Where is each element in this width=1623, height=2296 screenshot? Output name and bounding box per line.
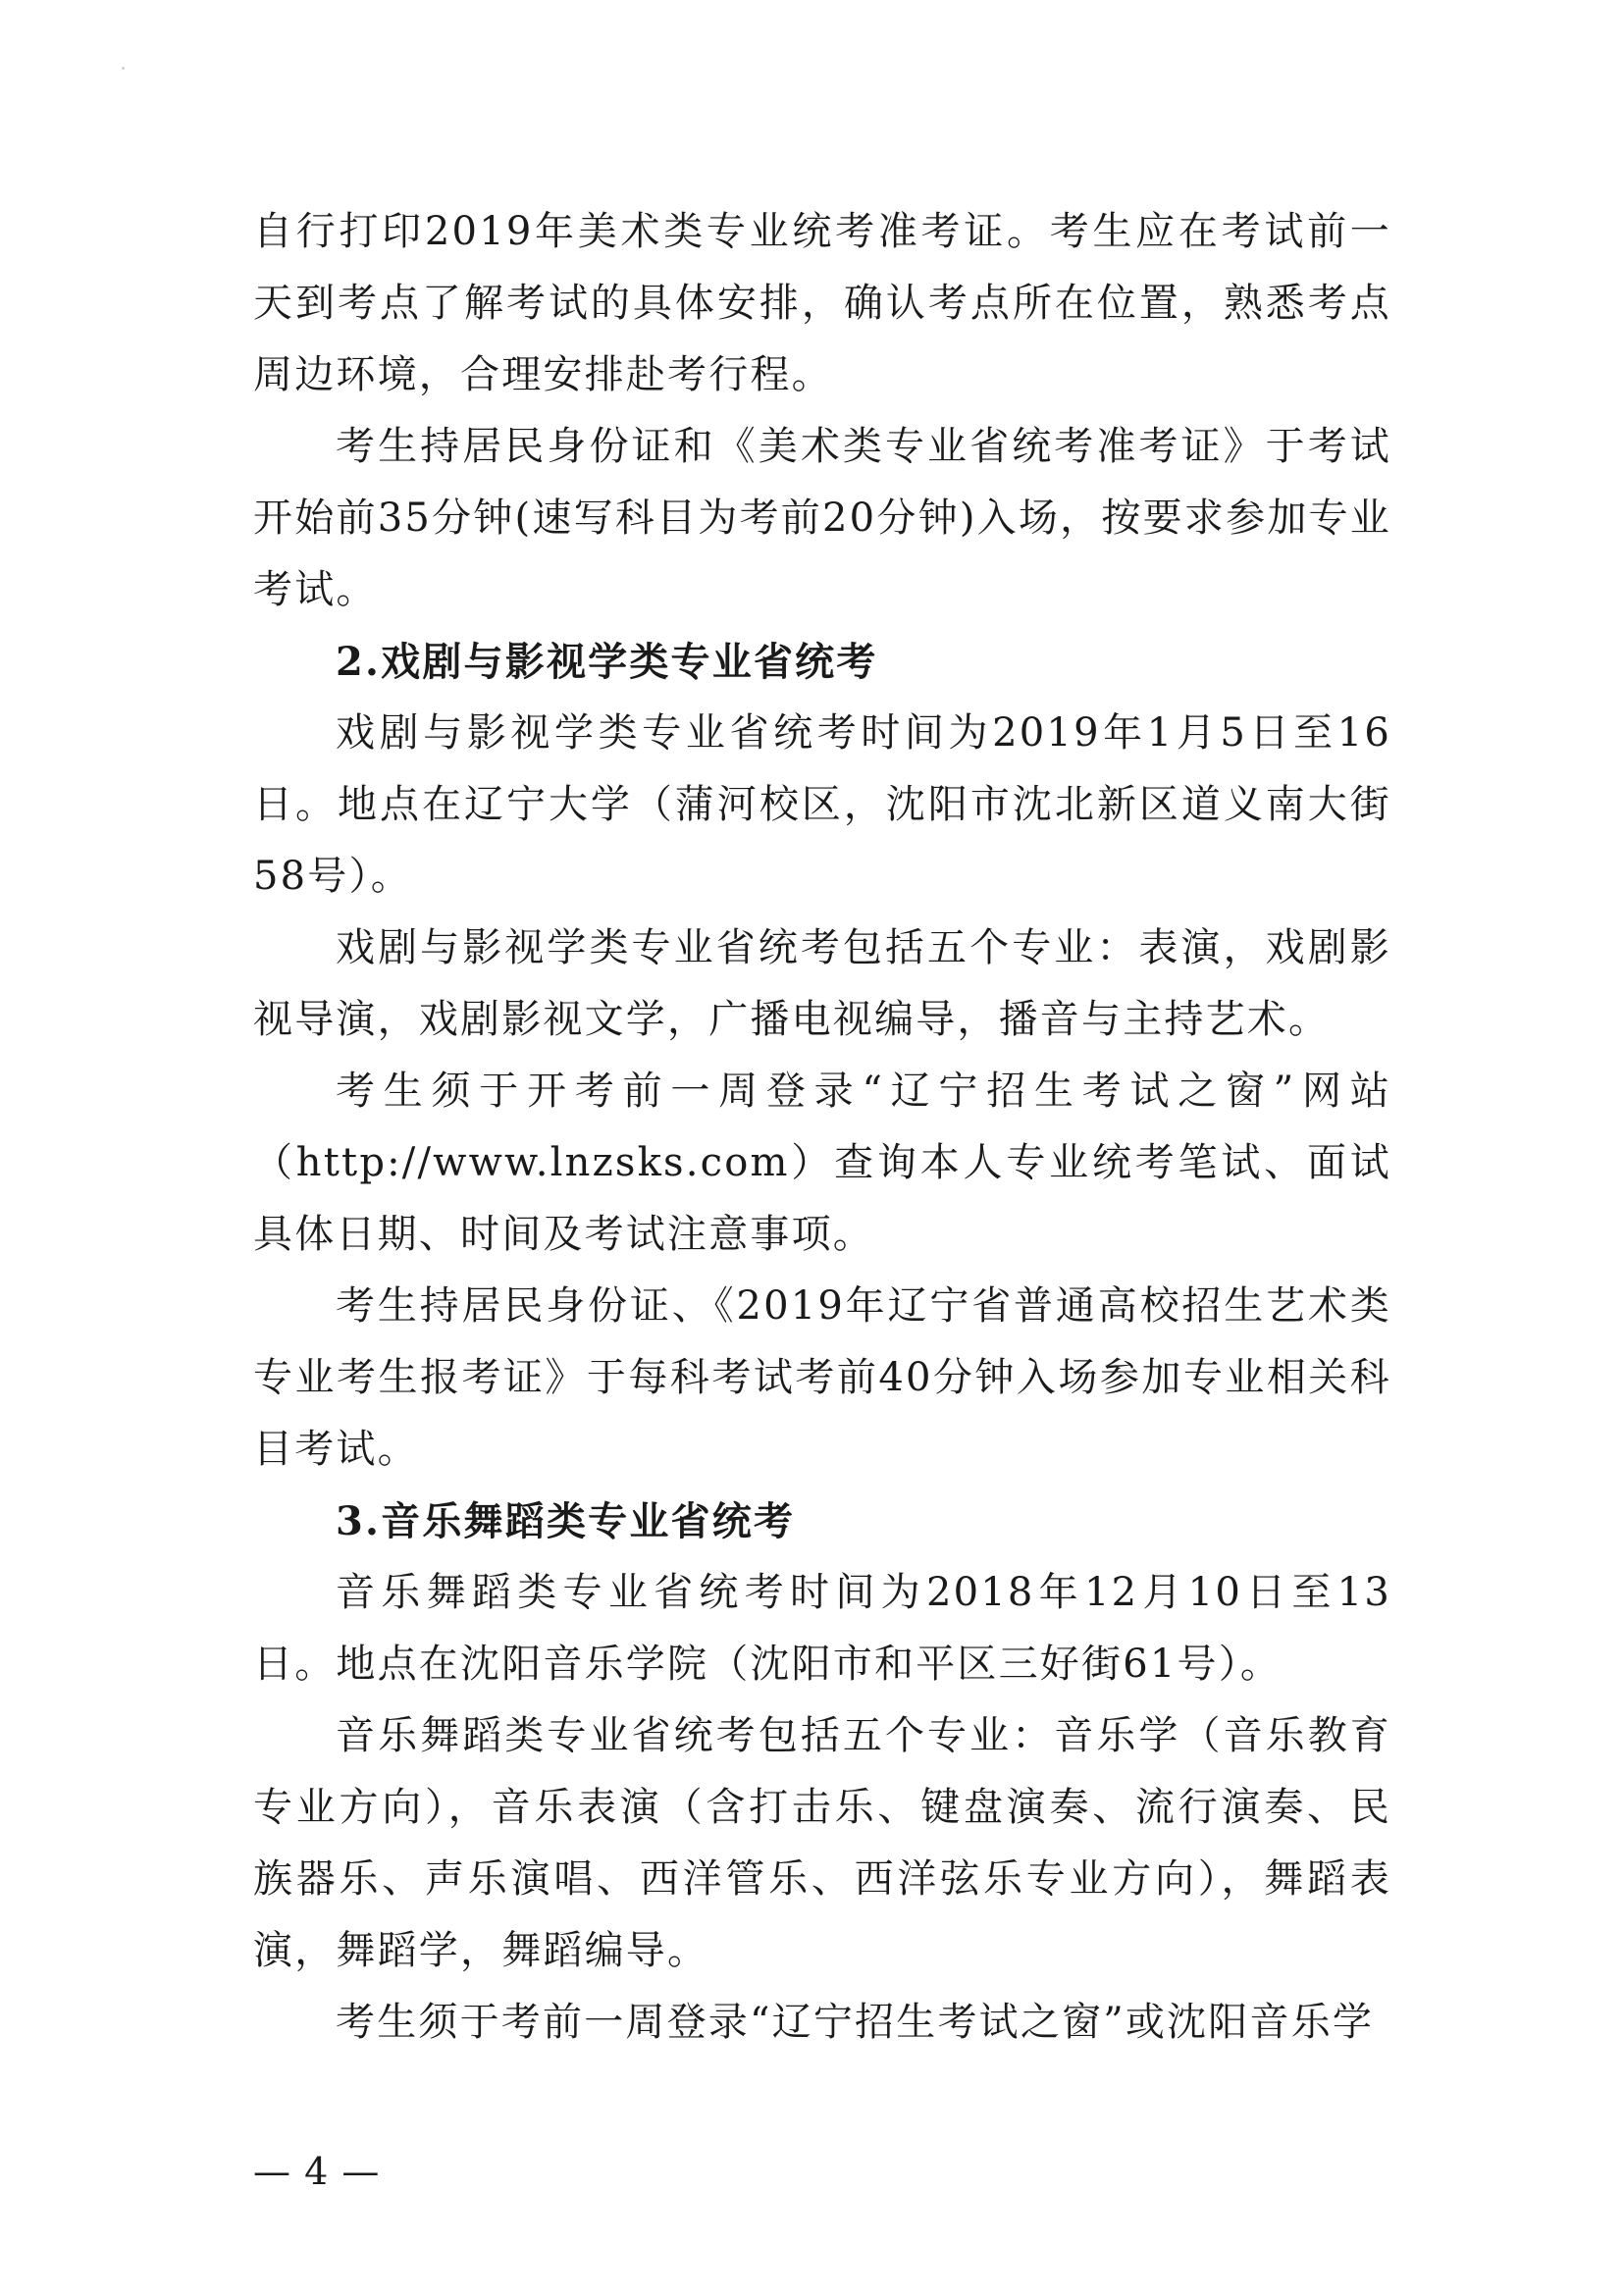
paragraph-art-entry: 考生持居民身份证和《美术类专业省统考准考证》于考试开始前35分钟(速写科目为考前20分钟)入场，按要求参加专业考试。 — [253, 424, 1391, 612]
body-text — [253, 196, 1391, 2059]
paragraph-music-majors: 音乐舞蹈类专业省统考包括五个专业：音乐学（音乐教育专业方向），音乐表演（含打击乐、键盘演奏、流行演奏、民族器乐、声乐演唱、西洋管乐、西洋弦乐专业方向），舞蹈表演，舞蹈学，舞蹈编导。 — [253, 1713, 1391, 1973]
paragraph-drama-majors: 戏剧与影视学类专业省统考包括五个专业：表演，戏剧影视导演，戏剧影视文学，广播电视编导，播音与主持艺术。 — [253, 925, 1391, 1042]
paragraph-drama-website: 考生须于开考前一周登录“辽宁招生考试之窗”网站（http://www.lnzsks.com）查询本人专业统考笔试、面试具体日期、时间及考试注意事项。 — [253, 1069, 1391, 1257]
section-heading-drama-film: 2.戏剧与影视学类专业省统考 — [336, 639, 878, 685]
section-heading-music-dance: 3.音乐舞蹈类专业省统考 — [336, 1498, 796, 1544]
paragraph-music-website: 考生须于考前一周登录“辽宁招生考试之窗”或沈阳音乐学 — [336, 2000, 1375, 2045]
paragraph-drama-time-place: 戏剧与影视学类专业省统考时间为2019年1月5日至16日。地点在辽宁大学（蒲河校区，沈阳市沈北新区道义南大街58号）。 — [253, 710, 1391, 899]
paragraph-print-admission: 自行打印2019年美术类专业统考准考证。考生应在考试前一天到考点了解考试的具体安排，确认考点所在位置，熟悉考点周边环境，合理安排赴考行程。 — [253, 209, 1391, 397]
page-number: — 4 — — [253, 2150, 381, 2193]
scan-speck — [122, 67, 125, 70]
paragraph-drama-entry: 考生持居民身份证、《2019年辽宁省普通高校招生艺术类专业考生报考证》于每科考试考前40分钟入场参加专业相关科目考试。 — [253, 1283, 1391, 1472]
paragraph-music-time-place: 音乐舞蹈类专业省统考时间为2018年12月10日至13日。地点在沈阳音乐学院（沈阳市和平区三好街61号）。 — [253, 1570, 1391, 1687]
